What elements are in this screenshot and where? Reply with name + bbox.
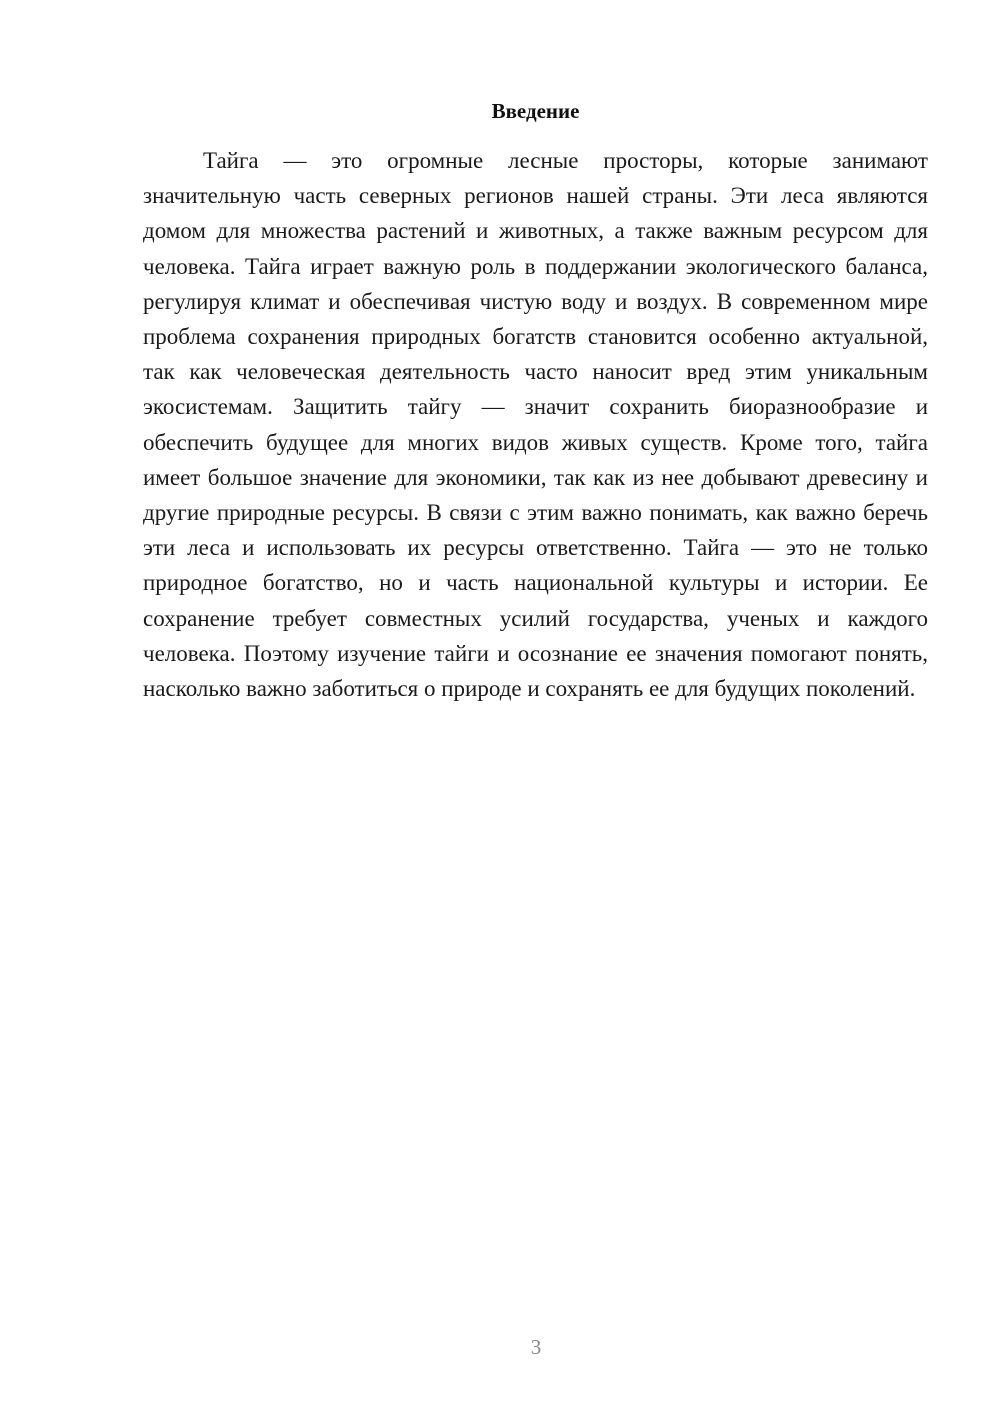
body-paragraph: Тайга — это огромные лесные просторы, которые занимают значительную часть северных регионов нашей страны. Эти леса являются домом для множества растений и животных, а также важным ресурсом для человека. Тайга играет важную роль в поддержании экологического баланса, регулируя климат и обеспечивая чистую воду и воздух. В современном мире проблема сохранения природных богатств становится особенно актуальной, так как человеческая деятельность часто наносит вред этим уникальным экосистемам. Защитить тайгу — значит сохранить биоразнообразие и обеспечить будущее для многих видов живых существ. Кроме того, тайга имеет большое значение для экономики, так как из нее добывают древесину и другие природные ресурсы. В связи с этим важно понимать, как важно беречь эти леса и использовать их ресурсы ответственно. Тайга — это не только природное богатство, но и часть национальной культуры и истории. Ее сохранение требует совместных усилий государства, ученых и каждого человека. Поэтому изучение тайги и осознание ее значения помогают понять, насколько важно заботиться о природе и сохранять ее для будущих поколений. — [143, 148, 928, 702]
section-heading: Введение — [491, 99, 580, 123]
page-number: 3 — [530, 1335, 542, 1359]
